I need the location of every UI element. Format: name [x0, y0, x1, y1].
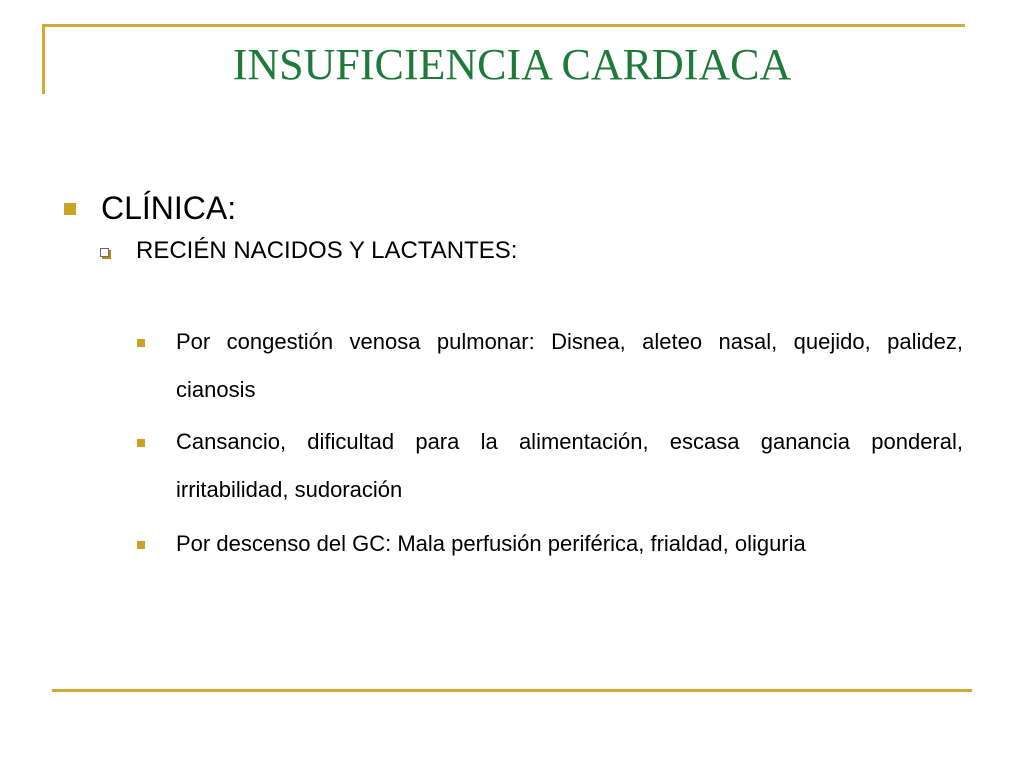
checkbox-bullet-icon — [100, 248, 109, 257]
heading-text: CLÍNICA: — [101, 190, 237, 226]
square-bullet-icon — [137, 541, 145, 549]
list-item-text: Por descenso del GC: Mala perfusión periférica, frialdad, oliguria — [176, 531, 806, 556]
square-bullet-icon — [64, 203, 76, 215]
square-bullet-icon — [137, 439, 145, 447]
list-item — [137, 418, 963, 514]
list-item — [137, 520, 963, 568]
frame-bottom-line — [52, 689, 972, 692]
square-bullet-icon — [137, 339, 145, 347]
list-item-text: Cansancio, dificultad para la alimentación, escasa ganancia ponderal, irritabilidad, sudoración — [176, 429, 963, 502]
list-item-text: Por congestión venosa pulmonar: Disnea, aleteo nasal, quejido, palidez, cianosis — [176, 329, 963, 402]
slide-title: INSUFICIENCIA CARDIACA — [232, 40, 792, 89]
subheading-text: RECIÉN NACIDOS Y LACTANTES: — [136, 237, 518, 264]
frame-top-line — [42, 24, 965, 27]
list-item — [137, 318, 963, 414]
